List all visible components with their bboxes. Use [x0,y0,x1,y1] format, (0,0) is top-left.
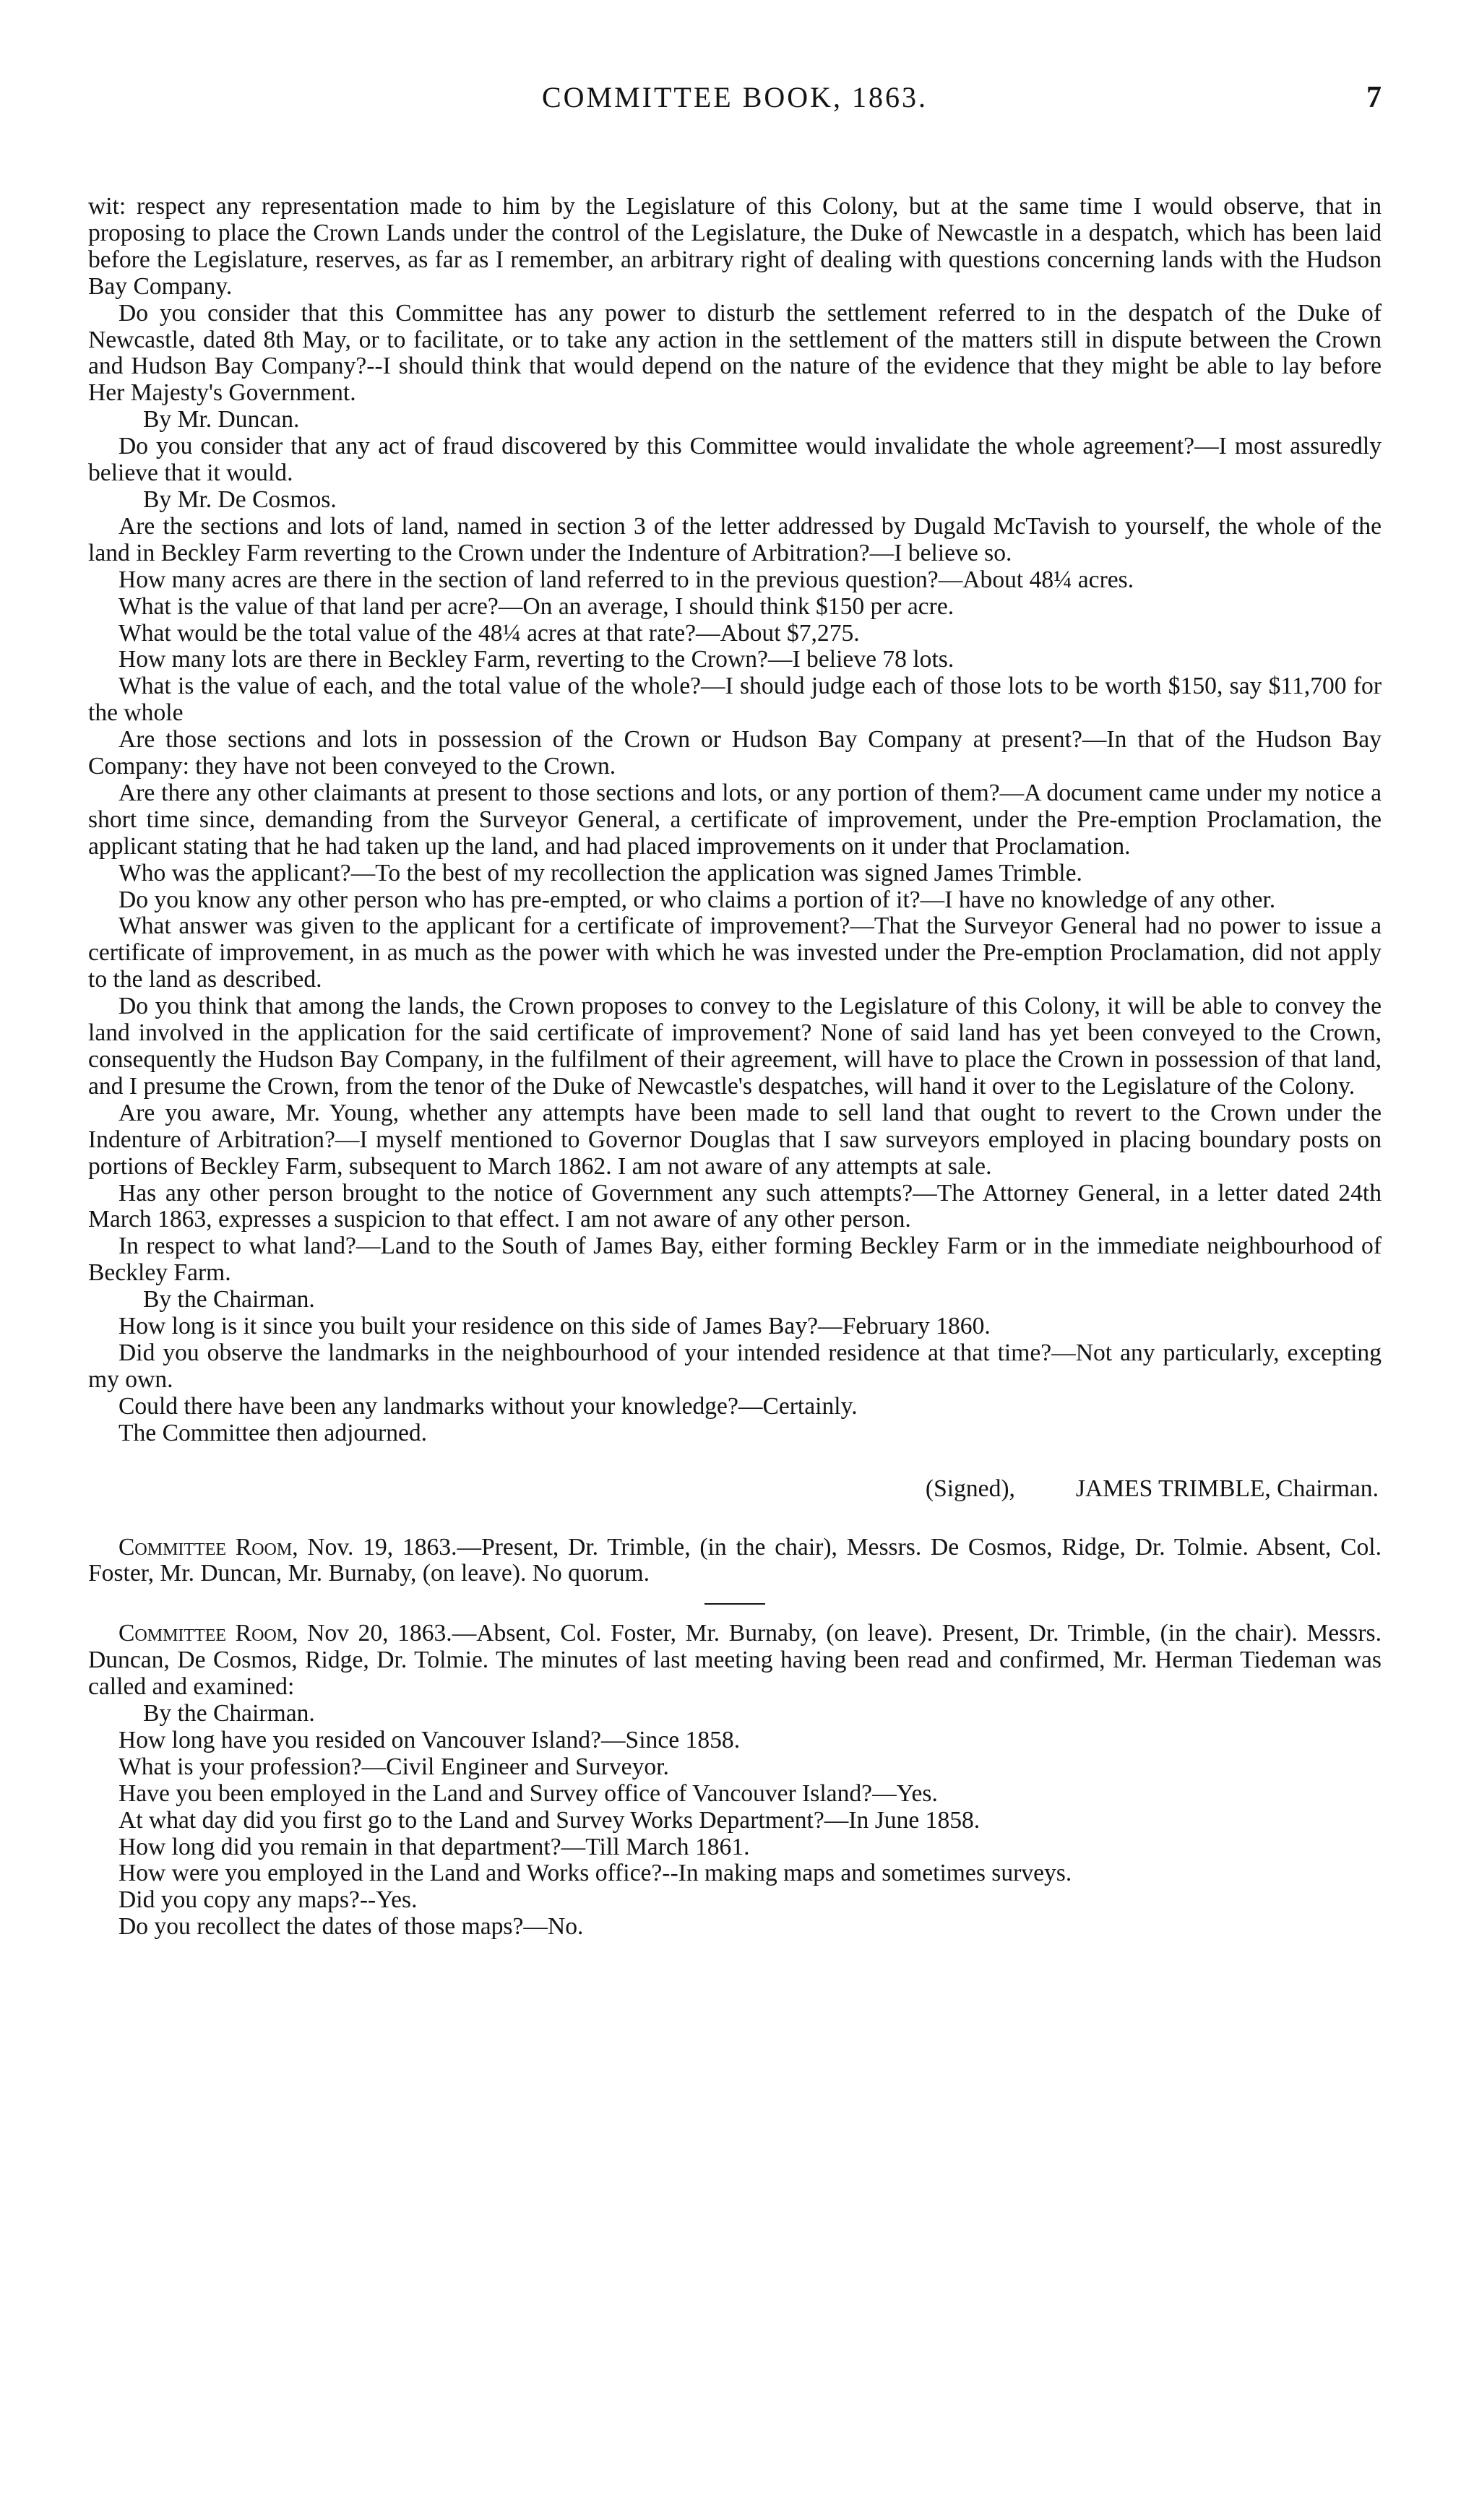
paragraph: The Committee then adjourned. [118,1419,428,1446]
paragraph: Who was the applicant?—To the best of my recollection the application was signed James Trimble. [118,859,1082,886]
paragraph: How many acres are there in the section of land referred to in the previous question?—About 48¼ acres. [118,566,1134,593]
body-text [88,194,1382,1941]
paragraph: Do you consider that this Committee has any power to disturb the settlement referred to in the despatch of the Duke of Newcastle, dated 8th May, or to facilitate, or to take any action in the settlement of the matters still in dispute between the Crown and Hudson Bay Company?--I should think that would depend on the nature of the evidence that they might be able to lay before Her Majesty's Government. [88,299,1382,407]
paragraph: Did you observe the landmarks in the neighbourhood of your intended residence at that time?—Not any particularly, excepting my own. [88,1339,1382,1393]
paragraph: How long is it since you built your residence on this side of James Bay?—February 1860. [118,1313,991,1340]
paragraph: At what day did you first go to the Land and Survey Works Department?—In June 1858. [118,1806,981,1834]
paragraph: Are those sections and lots in possession of the Crown or Hudson Bay Company at present?—In that of the Hudson Bay Company: they have not been conveyed to the Crown. [88,726,1382,780]
paragraph: Did you copy any maps?--Yes. [118,1886,418,1914]
signature-line: (Signed), JAMES TRIMBLE, Chairman. [925,1475,1379,1502]
minutes-text: Nov 20, 1863.—Absent, Col. Foster, Mr. Burnaby, (on leave). Present, Dr. Trimble, (in the chair). Messrs. Duncan, De Cosmos, Ridge, Dr. Tolmie. The minutes of last meeting having been read and confirmed, Mr. Herman Tiedeman was called and examined: [88,1620,1382,1701]
paragraph: Has any other person brought to the notice of Government any such attempts?—The Attorney General, in a letter dated 24th March 1863, expresses a suspicion to that effect. I am not aware of any other person. [88,1179,1382,1233]
section-divider [704,1603,765,1605]
paragraph: Are you aware, Mr. Young, whether any attempts have been made to sell land that ought to revert to the Crown under the Indenture of Arbitration?—I myself mentioned to Governor Douglas that I saw surveyors employed in placing boundary posts on portions of Beckley Farm, subsequent to March 1862. I am not aware of any attempts at sale. [88,1099,1382,1180]
minutes-heading: Committee Room, [118,1620,298,1647]
paragraph: Do you know any other person who has pre-empted, or who claims a portion of it?—I have no knowledge of any other. [118,886,1276,913]
paragraph: Could there have been any landmarks without your knowledge?—Certainly. [118,1392,858,1420]
paragraph: How many lots are there in Beckley Farm, reverting to the Crown?—I believe 78 lots. [118,646,954,673]
paragraph: Do you consider that any act of fraud discovered by this Committee would invalidate the whole agreement?—I most assuredly believe that it would. [88,433,1382,487]
minutes-entry [88,1535,1382,1588]
paragraph: How long have you resided on Vancouver Island?—Since 1858. [118,1726,741,1753]
running-title: COMMITTEE BOOK, 1863. [541,81,928,113]
paragraph: Have you been employed in the Land and Survey office of Vancouver Island?—Yes. [118,1779,938,1807]
paragraph: How were you employed in the Land and Works office?--In making maps and sometimes surveys. [118,1860,1072,1887]
speaker-attribution: By Mr. Duncan. [143,406,300,433]
speaker-attribution: By the Chairman. [143,1286,315,1313]
running-header [88,79,1382,116]
paragraph: Do you recollect the dates of those maps?—No. [118,1913,584,1941]
minutes-text: Nov. 19, 1863.—Present, Dr. Trimble, (in the chair), Messrs. De Cosmos, Ridge, Dr. Tolmie. Absent, Col. Foster, Mr. Duncan, Mr. Burnaby, (on leave). No quorum. [88,1533,1382,1587]
paragraph: What is the value of that land per acre?—On an average, I should think $150 per acre. [118,592,954,620]
page-number: 7 [1366,81,1382,114]
paragraph: Are there any other claimants at present to those sections and lots, or any portion of them?—A document came under my notice a short time since, demanding from the Surveyor General, a certificate of improvement, under the Pre-emption Proclamation, the applicant stating that he had taken up the land, and had placed improvements on it under that Proclamation. [88,779,1382,860]
paragraph: Are the sections and lots of land, named in section 3 of the letter addressed by Dugald McTavish to yourself, the whole of the land in Beckley Farm reverting to the Crown under the Indenture of Arbitration?—I believe so. [88,512,1382,566]
paragraph: What is your profession?—Civil Engineer and Surveyor. [118,1753,669,1780]
paragraph: wit: respect any representation made to him by the Legislature of this Colony, but at the same time I would observe, that in proposing to place the Crown Lands under the control of the Legislature, the Duke of Newcastle in a despatch, which has been laid before the Legislature, reserves, as far as I remember, an arbitrary right of dealing with questions concerning lands with the Hudson Bay Company. [88,193,1382,300]
speaker-attribution: By Mr. De Cosmos. [143,486,337,513]
paragraph: What answer was given to the applicant for a certificate of improvement?—That the Surveyor General had no power to issue a certificate of improvement, in as much as the power with which he was invested under the Pre-emption Proclamation, did not apply to the land as described. [88,912,1382,993]
paragraph: In respect to what land?—Land to the South of James Bay, either forming Beckley Farm or in the immediate neighbourhood of Beckley Farm. [88,1233,1382,1287]
paragraph: Do you think that among the lands, the Crown proposes to convey to the Legislature of this Colony, it will be able to convey the land involved in the application for the said certificate of improvement? None of said land has yet been conveyed to the Crown, consequently the Hudson Bay Company, in the fulfilment of their agreement, will have to place the Crown in possession of that land, and I presume the Crown, from the tenor of the Duke of Newcastle's despatches, will hand it over to the Legislature of the Colony. [88,993,1382,1100]
paragraph: How long did you remain in that department?—Till March 1861. [118,1833,750,1860]
paragraph: What is the value of each, and the total value of the whole?—I should judge each of those lots to be worth $150, say $11,700 for the whole [88,673,1382,727]
minutes-heading: Committee Room, [118,1533,298,1561]
paragraph: What would be the total value of the 48¼ acres at that rate?—About $7,275. [118,619,860,647]
minutes-entry [88,1621,1382,1701]
speaker-attribution: By the Chairman. [143,1700,315,1727]
